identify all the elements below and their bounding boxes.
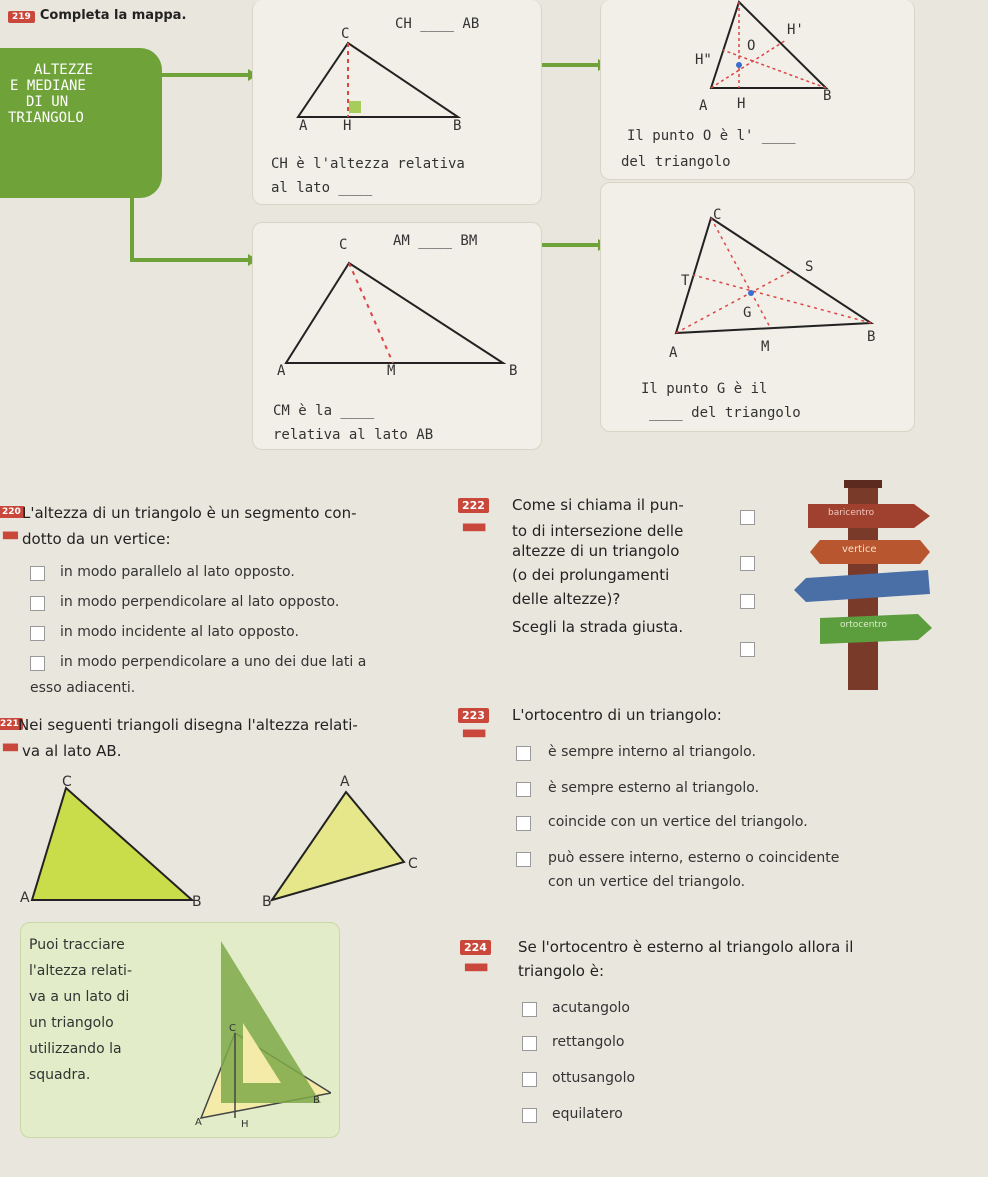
bari-label-G: G bbox=[743, 305, 752, 321]
bari-text-2: ____ del triangolo bbox=[649, 405, 801, 421]
bari-label-C: C bbox=[713, 207, 722, 223]
med-label-M: M bbox=[387, 363, 396, 379]
bari-label-T: T bbox=[681, 273, 690, 289]
sign-label-1[interactable]: baricentro bbox=[828, 508, 875, 518]
q223-option-4-checkbox[interactable] bbox=[516, 852, 531, 867]
q220-option-4-cont: esso adiacenti. bbox=[30, 680, 136, 696]
tip-label-C: C bbox=[229, 1023, 236, 1034]
alt-label-A: A bbox=[299, 118, 308, 134]
q220-option-1: in modo parallelo al lato opposto. bbox=[60, 564, 295, 580]
q221-t2-label-B: B bbox=[262, 894, 272, 910]
q221-text-1: Nei seguenti triangoli disegna l'altezza relati- bbox=[18, 716, 358, 734]
main-label-line-1: ALTEZZE bbox=[34, 62, 94, 78]
bari-label-M: M bbox=[761, 339, 770, 355]
q224-dots: ■■■ bbox=[464, 962, 487, 973]
orto-label-A: A bbox=[699, 98, 708, 114]
q224-option-3-checkbox[interactable] bbox=[522, 1072, 537, 1087]
q220-option-1-checkbox[interactable] bbox=[30, 566, 45, 581]
alt-caption-1: CH è l'altezza relativa bbox=[271, 156, 465, 172]
q224-option-3: ottusangolo bbox=[552, 1070, 636, 1086]
alt-eq: CH ____ AB bbox=[395, 16, 480, 32]
bari-text-1: Il punto G è il bbox=[641, 381, 768, 397]
alt-label-B: B bbox=[453, 118, 462, 134]
q222-number: 222 bbox=[458, 498, 489, 513]
q224-option-1: acutangolo bbox=[552, 1000, 630, 1016]
q220-text-1: L'altezza di un triangolo è un segmento con- bbox=[22, 504, 357, 522]
q224-option-4: equilatero bbox=[552, 1106, 623, 1122]
centroid-triangle bbox=[671, 213, 881, 343]
q220-option-2: in modo perpendicolare al lato opposto. bbox=[60, 594, 340, 610]
set-square-illustration bbox=[181, 933, 331, 1123]
q222-line-6: Scegli la strada giusta. bbox=[512, 618, 684, 636]
altitude-box bbox=[252, 0, 542, 205]
tip-label-A: A bbox=[195, 1117, 202, 1128]
tip-label-H: H bbox=[241, 1119, 249, 1130]
q223-option-1-checkbox[interactable] bbox=[516, 746, 531, 761]
q223-option-3: coincide con un vertice del triangolo. bbox=[548, 814, 808, 830]
med-caption-1: CM è la ____ bbox=[273, 403, 375, 419]
main-label-line-4: TRIANGOLO bbox=[8, 110, 84, 126]
q224-option-1-checkbox[interactable] bbox=[522, 1002, 537, 1017]
q224-option-2: rettangolo bbox=[552, 1034, 625, 1050]
main-label-line-3: DI UN bbox=[26, 94, 69, 110]
med-label-B: B bbox=[509, 363, 518, 379]
orto-label-B: B bbox=[823, 88, 832, 104]
alt-caption-2: al lato ____ bbox=[271, 180, 373, 196]
q222-line-5: delle altezze)? bbox=[512, 590, 621, 608]
tip-box bbox=[20, 922, 340, 1138]
q223-option-4: può essere interno, esterno o coincidente bbox=[548, 850, 840, 866]
q223-option-2-checkbox[interactable] bbox=[516, 782, 531, 797]
tip-line-3: va a un lato di bbox=[29, 989, 130, 1005]
q220-number: 220 bbox=[0, 506, 25, 518]
q221-triangles bbox=[0, 770, 440, 910]
q224-option-4-checkbox[interactable] bbox=[522, 1108, 537, 1123]
exercise-title: Completa la mappa. bbox=[39, 8, 187, 23]
altitude-triangle bbox=[293, 35, 473, 125]
q221-t1-label-A: A bbox=[20, 890, 30, 906]
orthocenter-triangle bbox=[701, 0, 841, 100]
q222-dots: ■■■ bbox=[462, 522, 485, 533]
q221-t2-label-C: C bbox=[408, 856, 418, 872]
med-caption-2: relativa al lato AB bbox=[273, 427, 434, 443]
q222-checkbox-2[interactable] bbox=[740, 556, 755, 571]
med-eq: AM ____ BM bbox=[393, 233, 478, 249]
question-222 bbox=[456, 494, 746, 664]
question-223 bbox=[456, 706, 976, 906]
q223-option-4-cont: con un vertice del triangolo. bbox=[548, 874, 746, 890]
q221-t2-label-A: A bbox=[340, 774, 350, 790]
q222-checkbox-4[interactable] bbox=[740, 642, 755, 657]
q220-option-2-checkbox[interactable] bbox=[30, 596, 45, 611]
tip-line-4: un triangolo bbox=[29, 1015, 114, 1031]
q224-text-1: Se l'ortocentro è esterno al triangolo allora il bbox=[518, 938, 854, 956]
med-label-C: C bbox=[339, 237, 348, 253]
tip-line-2: l'altezza relati- bbox=[29, 963, 132, 979]
bari-label-S: S bbox=[805, 259, 814, 275]
orto-text-1: Il punto O è l' ____ bbox=[627, 128, 796, 144]
q220-option-3-checkbox[interactable] bbox=[30, 626, 45, 641]
median-triangle bbox=[281, 258, 511, 368]
orthocenter-box bbox=[600, 0, 915, 180]
q224-option-2-checkbox[interactable] bbox=[522, 1036, 537, 1051]
q222-line-3: altezze di un triangolo bbox=[512, 542, 680, 560]
q223-dots: ■■■ bbox=[462, 728, 485, 739]
q220-option-4: in modo perpendicolare a uno dei due lati a bbox=[60, 654, 367, 670]
q223-option-1: è sempre interno al triangolo. bbox=[548, 744, 756, 760]
orto-label-H3: H" bbox=[695, 52, 712, 68]
q221-number: 221 bbox=[0, 718, 23, 730]
sign-label-4[interactable]: ortocentro bbox=[840, 620, 887, 630]
main-label-line-2: E MEDIANE bbox=[10, 78, 86, 94]
q220-option-3: in modo incidente al lato opposto. bbox=[60, 624, 299, 640]
centroid-box bbox=[600, 182, 915, 432]
q220-dots: ■■ bbox=[2, 530, 17, 541]
q222-line-2: to di intersezione delle bbox=[512, 522, 684, 540]
orto-text-2: del triangolo bbox=[621, 154, 731, 170]
tip-line-6: squadra. bbox=[29, 1067, 91, 1083]
q222-line-1: Come si chiama il pun- bbox=[512, 496, 684, 514]
orto-label-H2: H' bbox=[787, 22, 804, 38]
q224-text-2: triangolo è: bbox=[518, 962, 605, 980]
q220-text-2: dotto da un vertice: bbox=[22, 530, 171, 548]
sign-label-2[interactable]: vertice bbox=[842, 544, 877, 555]
exercise-number: 219 bbox=[8, 11, 35, 23]
q223-option-2: è sempre esterno al triangolo. bbox=[548, 780, 760, 796]
q220-option-4-checkbox[interactable] bbox=[30, 656, 45, 671]
q221-t1-label-C: C bbox=[62, 774, 72, 790]
alt-label-H: H bbox=[343, 118, 352, 134]
median-box bbox=[252, 222, 542, 450]
q224-number: 224 bbox=[460, 940, 491, 955]
alt-label-C: C bbox=[341, 26, 350, 42]
q223-title: L'ortocentro di un triangolo: bbox=[512, 706, 722, 724]
q221-dots: ■■ bbox=[2, 742, 17, 753]
q222-checkbox-3[interactable] bbox=[740, 594, 755, 609]
question-224 bbox=[456, 938, 976, 1138]
q223-number: 223 bbox=[458, 708, 489, 723]
med-label-A: A bbox=[277, 363, 286, 379]
question-220 bbox=[0, 504, 440, 704]
q223-option-3-checkbox[interactable] bbox=[516, 816, 531, 831]
bari-label-B: B bbox=[867, 329, 876, 345]
q222-line-4: (o dei prolungamenti bbox=[512, 566, 670, 584]
tip-label-B: B bbox=[313, 1095, 320, 1106]
q221-t1-label-B: B bbox=[192, 894, 202, 910]
orto-label-H: H bbox=[737, 96, 746, 112]
tip-line-1: Puoi tracciare bbox=[29, 937, 125, 953]
q222-checkbox-1[interactable] bbox=[740, 510, 755, 525]
bari-label-A: A bbox=[669, 345, 678, 361]
q221-text-2: va al lato AB. bbox=[22, 742, 122, 760]
tip-line-5: utilizzando la bbox=[29, 1041, 122, 1057]
orto-label-O: O bbox=[747, 38, 756, 54]
